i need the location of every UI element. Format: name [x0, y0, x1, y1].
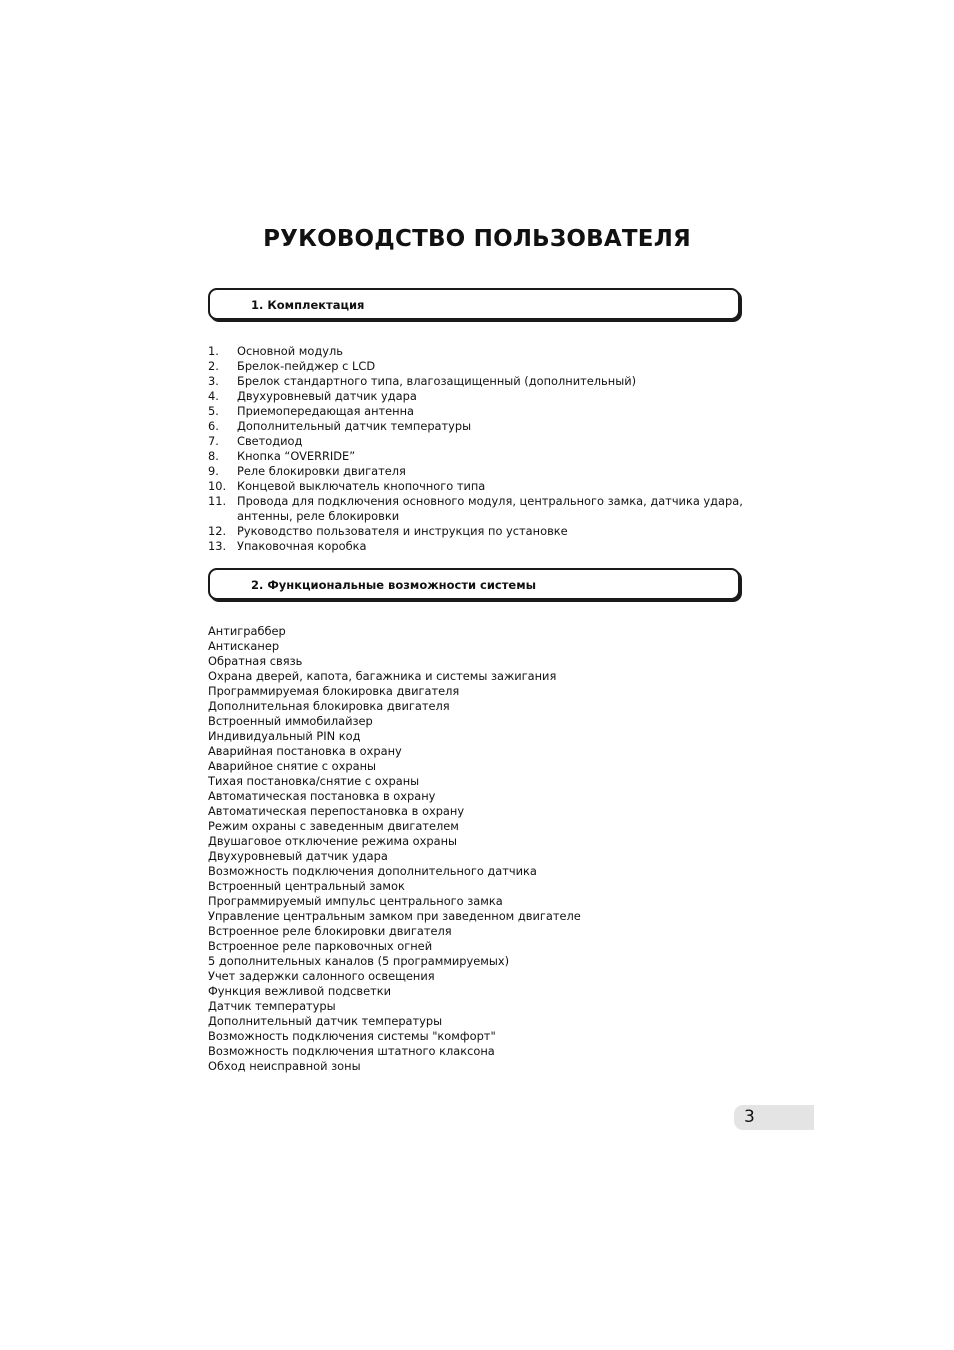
feature-item: Обход неисправной зоны [208, 1059, 361, 1073]
list-item-text: Двухуровневый датчик удара [237, 389, 417, 403]
list-item-text: Дополнительный датчик температуры [237, 419, 472, 433]
feature-item: Встроенный иммобилайзер [208, 714, 373, 728]
list-item-number: 8. [208, 449, 219, 463]
feature-item: Программируемая блокировка двигателя [208, 684, 460, 698]
list-item [208, 389, 748, 404]
feature-item: Двухуровневый датчик удара [208, 849, 388, 863]
list-item [208, 449, 748, 464]
list-item [208, 494, 748, 524]
list-item-number: 9. [208, 464, 219, 478]
list-item [208, 359, 748, 374]
list-item-text: Основной модуль [237, 344, 343, 358]
feature-item: Антисканер [208, 639, 280, 653]
list-item-text: Реле блокировки двигателя [237, 464, 406, 478]
section-title: 1. Комплектация [251, 298, 365, 312]
list-item-number: 12. [208, 524, 227, 538]
feature-item: 5 дополнительных каналов (5 программируемых) [208, 954, 510, 968]
feature-item: Антиграббер [208, 624, 286, 638]
feature-item: Возможность подключения штатного клаксона [208, 1044, 495, 1058]
feature-item: Дополнительная блокировка двигателя [208, 699, 450, 713]
list-item-number: 7. [208, 434, 219, 448]
feature-item: Обратная связь [208, 654, 303, 668]
page-number: 3 [744, 1107, 755, 1127]
list-item-number: 1. [208, 344, 219, 358]
feature-item: Тихая постановка/снятие с охраны [208, 774, 420, 788]
list-item [208, 404, 748, 419]
list-item [208, 344, 748, 359]
list-item-text: Брелок-пейджер с LCD [237, 359, 376, 373]
list-item-text: Кнопка “OVERRIDE” [237, 449, 356, 463]
list-item-text: Светодиод [237, 434, 303, 448]
feature-item: Возможность подключения системы "комфорт" [208, 1029, 496, 1043]
page-number-tab [734, 1105, 814, 1130]
section-header-contents [208, 288, 740, 320]
list-item [208, 524, 748, 539]
feature-item: Дополнительный датчик температуры [208, 1014, 443, 1028]
list-item-text: Руководство пользователя и инструкция по установке [237, 524, 568, 538]
list-item-text: Брелок стандартного типа, влагозащищенный (дополнительный) [237, 374, 637, 388]
feature-item: Учет задержки салонного освещения [208, 969, 435, 983]
list-item-number: 11. [208, 494, 227, 508]
list-item-number: 10. [208, 479, 227, 493]
feature-item: Охрана дверей, капота, багажника и системы зажигания [208, 669, 557, 683]
feature-item: Встроенный центральный замок [208, 879, 405, 893]
list-item-number: 5. [208, 404, 219, 418]
feature-item: Встроенное реле блокировки двигателя [208, 924, 452, 938]
feature-item: Аварийная постановка в охрану [208, 744, 402, 758]
section-header-features [208, 568, 740, 600]
feature-item: Индивидуальный PIN код [208, 729, 361, 743]
list-item-text: Концевой выключатель кнопочного типа [237, 479, 486, 493]
contents-list [208, 344, 748, 554]
feature-item: Автоматическая перепостановка в охрану [208, 804, 465, 818]
list-item-number: 3. [208, 374, 219, 388]
feature-item: Режим охраны с заведенным двигателем [208, 819, 459, 833]
page-title: РУКОВОДСТВО ПОЛЬЗОВАТЕЛЯ [263, 226, 691, 252]
list-item [208, 539, 748, 554]
list-item-number: 6. [208, 419, 219, 433]
list-item [208, 419, 748, 434]
feature-item: Автоматическая постановка в охрану [208, 789, 436, 803]
list-item [208, 464, 748, 479]
feature-item: Функция вежливой подсветки [208, 984, 392, 998]
feature-item: Встроенное реле парковочных огней [208, 939, 433, 953]
feature-item: Программируемый импульс центрального замка [208, 894, 503, 908]
feature-item: Управление центральным замком при заведенном двигателе [208, 909, 581, 923]
list-item-number: 4. [208, 389, 219, 403]
feature-item: Возможность подключения дополнительного датчика [208, 864, 537, 878]
section-title: 2. Функциональные возможности системы [251, 578, 537, 592]
list-item [208, 374, 748, 389]
list-item-text: Провода для подключения основного модуля, центрального замка, датчика удара, антенны, реле блокировки [237, 494, 743, 523]
list-item [208, 479, 748, 494]
list-item-number: 2. [208, 359, 219, 373]
list-item [208, 434, 748, 449]
list-item-text: Приемопередающая антенна [237, 404, 415, 418]
features-list [208, 624, 748, 1074]
feature-item: Двушаговое отключение режима охраны [208, 834, 458, 848]
list-item-number: 13. [208, 539, 227, 553]
list-item-text: Упаковочная коробка [237, 539, 367, 553]
feature-item: Аварийное снятие с охраны [208, 759, 377, 773]
feature-item: Датчик температуры [208, 999, 336, 1013]
